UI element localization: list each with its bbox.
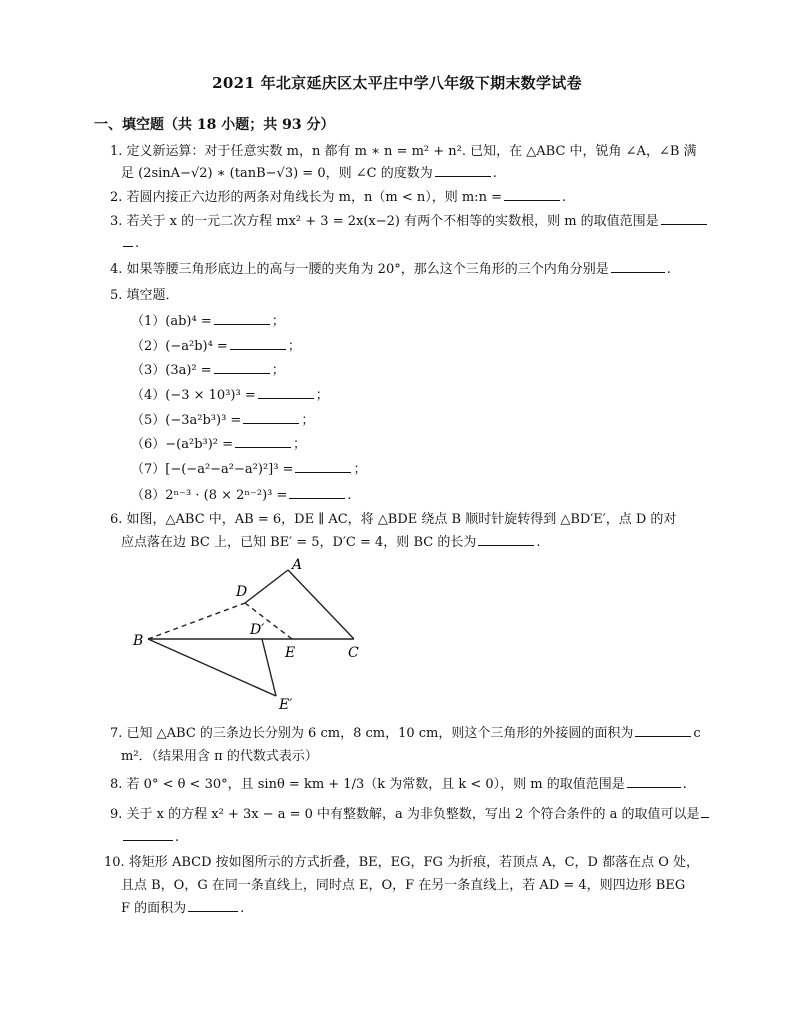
answer-blank [289, 484, 345, 499]
label-c: C [348, 645, 359, 661]
answer-blank [230, 335, 286, 350]
sub-item-end: ； [353, 462, 367, 477]
question-6-text: 应点落在边 BC 上，已知 BE′ = 5，D′C = 4，则 BC 的长为 [121, 535, 477, 550]
question-8-text: 8. 若 0° < θ < 30°，且 sinθ = km + 1/3（k 为常数，且 k < 0），则 m 的取值范围是 [110, 777, 625, 792]
segment-ac [288, 570, 354, 639]
question-8 [110, 773, 687, 796]
segment-be-prime [148, 639, 276, 696]
answer-blank [627, 773, 681, 788]
page-title: 2021 年北京延庆区太平庄中学八年级下期末数学试卷 [212, 74, 582, 92]
sub-item-text: （8）2ⁿ⁻³ · (8 × 2ⁿ⁻²)³ = [131, 488, 288, 503]
segment-da [245, 570, 288, 603]
question-6-line-1: 6. 如图，△ABC 中，AB = 6，DE ∥ AC，将 △BDE 绕点 B 顺时针旋转得到 △BD′E′，点 D 的对 [110, 512, 677, 527]
segment-d-prime-e-prime [262, 639, 276, 696]
question-5-item-8 [131, 484, 352, 503]
answer-blank [295, 458, 351, 473]
sub-item-end: ； [271, 363, 285, 378]
label-b: B [133, 633, 144, 649]
label-d: D [236, 584, 248, 600]
question-7-end: c [693, 726, 701, 741]
sub-item-text: （2）(−a²b)⁴ = [131, 339, 228, 354]
sub-item-end: ； [301, 413, 315, 428]
geometry-figure [128, 552, 378, 717]
question-6-line-2 [121, 531, 540, 554]
answer-blank [478, 531, 534, 546]
question-1-end: . [492, 166, 497, 181]
question-8-end: . [682, 777, 687, 792]
question-2 [110, 186, 566, 209]
question-10-end: . [240, 901, 245, 916]
answer-blank [123, 232, 133, 247]
question-6-end: . [536, 535, 541, 550]
answer-blank [435, 162, 491, 177]
question-5-item-6 [131, 433, 306, 452]
question-10-line-3 [121, 897, 244, 920]
question-5-item-4 [131, 384, 329, 403]
question-5-item-1 [131, 310, 285, 329]
sub-item-text: （3）(3a)² = [131, 363, 212, 378]
question-5-item-5 [131, 409, 314, 428]
question-10-line-2: 且点 B，O，G 在同一条直线上，同时点 E，O，F 在另一条直线上，若 AD = 4，则四边形 BEG [121, 878, 686, 893]
sub-item-text: （5）(−3a²b³)³ = [131, 413, 242, 428]
sub-item-end: . [347, 488, 352, 503]
question-7-line-2: m²．（结果用含 π 的代数式表示） [121, 749, 318, 764]
question-1-text: 足 (2sinA−√2) ∗ (tanB−√3) = 0，则 ∠C 的度数为 [121, 166, 433, 181]
answer-blank [235, 433, 291, 448]
label-d-prime: D′ [250, 622, 265, 638]
answer-blank [214, 359, 270, 374]
question-1-line-2 [121, 162, 497, 185]
question-9-line-2 [121, 826, 179, 849]
question-9-text: 9. 关于 x 的方程 x² + 3x − a = 0 中有整数解，a 为非负整数，写出 2 个符合条件的 a 的取值可以是 [110, 807, 700, 822]
label-e-prime: E′ [279, 697, 293, 713]
answer-blank [504, 186, 560, 201]
question-7-text: 7. 已知 △ABC 的三条边长分别为 6 cm，8 cm，10 cm，则这个三角形的外接圆的面积为 [110, 726, 634, 741]
question-10-text: F 的面积为 [121, 901, 187, 916]
question-5-item-2 [131, 335, 301, 354]
question-10-line-1: 10. 将矩形 ABCD 按如图所示的方式折叠，BE，EG，FG 为折痕，若顶点 A，C，D 都落在点 O 处， [104, 855, 700, 870]
sub-item-end: ； [315, 388, 329, 403]
question-4-end: . [666, 262, 671, 277]
question-3-text: 3. 若关于 x 的一元二次方程 mx² + 3 = 2x(x−2) 有两个不相等的实数根，则 m 的取值范围是 [110, 214, 659, 229]
question-3-line-1 [110, 210, 709, 233]
question-4 [110, 258, 671, 281]
section-heading: 一、填空题（共 18 小题；共 93 分） [94, 117, 335, 133]
sub-item-end: ； [293, 437, 307, 452]
answer-blank [123, 826, 173, 841]
answer-blank [258, 384, 314, 399]
question-2-text: 2. 若圆内接正六边形的两条对角线长为 m，n（m < n），则 m:n = [110, 190, 502, 205]
sub-item-text: （4）(−3 × 10³)³ = [131, 388, 256, 403]
question-4-text: 4. 如果等腰三角形底边上的高与一腰的夹角为 20°，那么这个三角形的三个内角分别是 [110, 262, 609, 277]
question-9-line-1 [110, 803, 711, 826]
question-9-end: . [175, 830, 180, 845]
question-5-item-3 [131, 359, 285, 378]
sub-item-text: （7）[−(−a²−a²−a²)²]³ = [131, 462, 294, 477]
question-5-head: 5. 填空题． [110, 288, 179, 303]
question-1-line-1: 1. 定义新运算：对于任意实数 m，n 都有 m ∗ n = m² + n². 已知，在 △ABC 中，锐角 ∠A，∠B 满 [110, 144, 697, 159]
question-3-end: . [135, 236, 140, 251]
question-5-item-7 [131, 458, 366, 477]
answer-blank [243, 409, 299, 424]
segment-bd [148, 603, 245, 639]
sub-item-text: （6）−(a²b³)² = [131, 437, 234, 452]
answer-blank [661, 210, 707, 225]
answer-blank [635, 722, 691, 737]
question-3-line-2 [121, 232, 139, 255]
label-a: A [292, 557, 303, 573]
question-7-line-1 [110, 722, 701, 745]
sub-item-text: （1）(ab)⁴ = [131, 314, 212, 329]
answer-blank [611, 258, 665, 273]
label-e: E [285, 645, 296, 661]
answer-blank [701, 803, 709, 818]
sub-item-end: ； [287, 339, 301, 354]
answer-blank [188, 897, 238, 912]
question-2-end: . [561, 190, 567, 205]
sub-item-end: ； [271, 314, 285, 329]
answer-blank [214, 310, 270, 325]
